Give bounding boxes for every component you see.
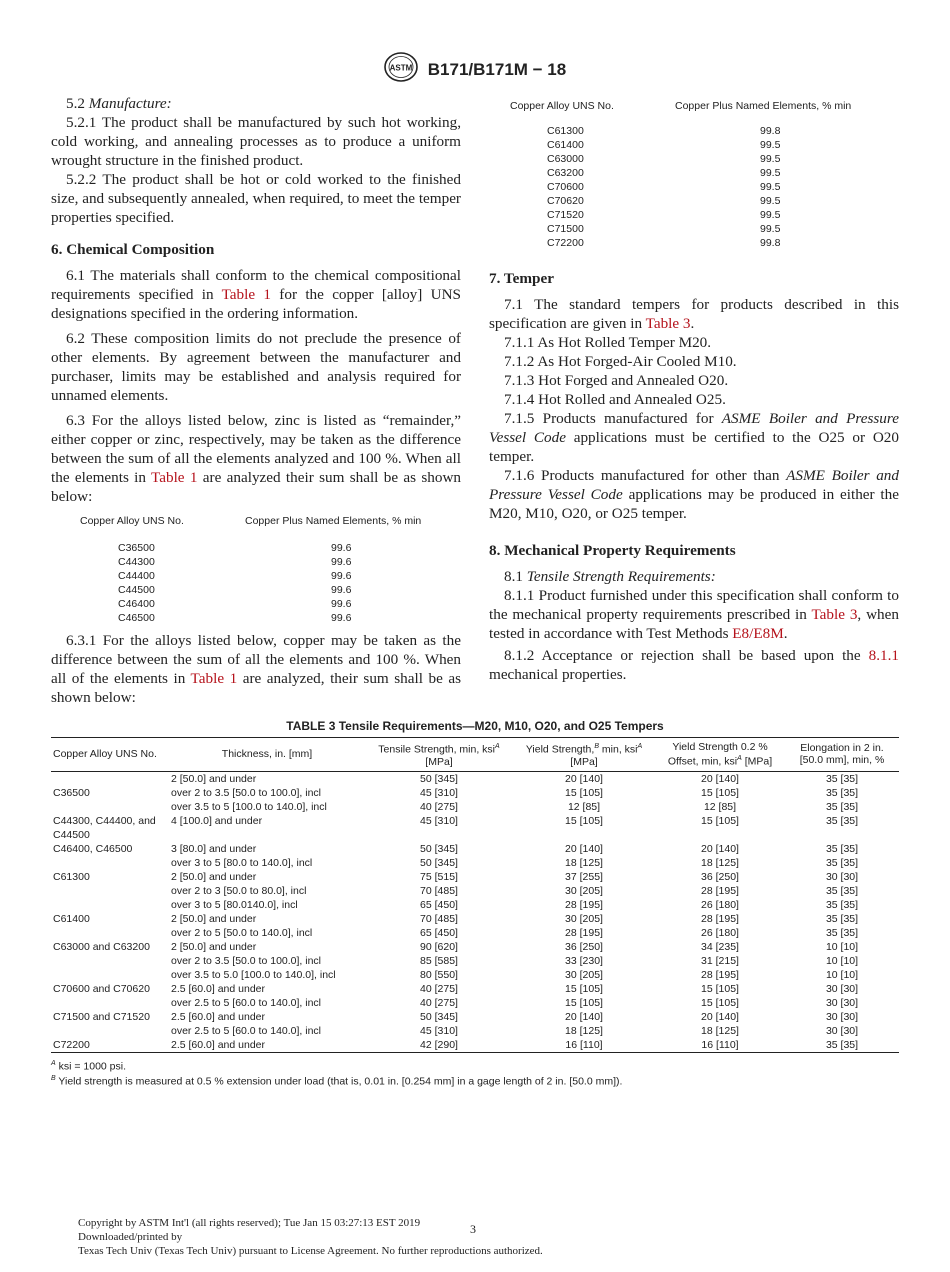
cell-alloy <box>51 1024 169 1038</box>
table-row <box>51 898 899 912</box>
section-8-1-2: 8.1.2 Acceptance or rejection shall be based upon the 8.1.1 mechanical properties. <box>489 647 899 683</box>
cell-elong: 35 [35] <box>825 884 859 897</box>
composition-value: 99.5 <box>760 153 781 165</box>
composition-value: 99.6 <box>331 556 352 568</box>
cell-yield: 18 [125] <box>565 1024 603 1037</box>
cell-elong: 10 [10] <box>825 940 859 953</box>
th-tensile: Tensile Strength, min, ksi$^A$ [MPa] <box>365 738 513 772</box>
cell-tensile: 75 [515] <box>420 870 458 883</box>
section-7-1-1: 7.1.1 As Hot Rolled Temper M20. <box>504 334 712 351</box>
composition-alloy: C61400 <box>547 139 584 151</box>
cell-yield: 37 [255] <box>565 870 603 883</box>
cell-yield: 15 [105] <box>565 786 603 799</box>
cell-alloy <box>51 884 169 898</box>
cell-thickness: over 3 to 5 [80.0140.0], incl <box>171 898 298 911</box>
cell-tensile: 50 [345] <box>420 856 458 869</box>
cell-yield02: 16 [110] <box>655 1038 785 1053</box>
composition-value: 99.6 <box>331 598 352 610</box>
table-row <box>51 800 899 814</box>
copper-sum-table <box>489 94 899 250</box>
composition-alloy: C44500 <box>118 584 155 596</box>
cell-yield: 30 [205] <box>565 884 603 897</box>
cell-tensile: 85 [585] <box>420 954 458 967</box>
heading-chemical-composition: 6. Chemical Composition <box>51 241 215 258</box>
composition-value: 99.5 <box>760 167 781 179</box>
th-yield: Yield Strength,$^B$ min, ksi$^A$ [MPa] <box>513 738 655 772</box>
cell-tensile: 50 [345] <box>420 772 458 785</box>
cell-yield02: 28 [195] <box>701 884 739 897</box>
link-table-3[interactable]: Table 3 <box>645 315 691 332</box>
cell-yield: 33 [230] <box>565 954 603 967</box>
composition-alloy: C44300 <box>118 556 155 568</box>
zinc-table-header-alloy: Copper Alloy UNS No. <box>80 515 184 527</box>
cell-thickness: 2.5 [60.0] and under <box>169 1038 365 1053</box>
copper-table-header-value: Copper Plus Named Elements, % min <box>675 100 852 112</box>
table-3 <box>51 737 899 1053</box>
table-3-title: TABLE 3 Tensile Requirements—M20, M10, O20, and O25 Tempers <box>286 719 664 733</box>
cell-yield: 28 [195] <box>565 898 603 911</box>
footer-line-2: Downloaded/printed by <box>78 1231 183 1243</box>
composition-value: 99.6 <box>331 584 352 596</box>
composition-row <box>489 194 780 208</box>
composition-row <box>489 236 780 250</box>
composition-row <box>51 583 351 597</box>
cell-alloy <box>51 996 169 1010</box>
copper-table-header-alloy: Copper Alloy UNS No. <box>510 100 614 112</box>
cell-yield: 15 [105] <box>565 996 603 1009</box>
cell-thickness: over 2 to 3.5 [50.0 to 100.0], incl <box>171 786 322 799</box>
cell-yield: 15 [105] <box>565 982 603 995</box>
page-header <box>0 52 950 87</box>
cell-tensile: 45 [310] <box>420 1024 458 1037</box>
composition-row <box>51 555 351 569</box>
table-row <box>51 926 899 940</box>
table-row <box>51 996 899 1010</box>
heading-temper: 7. Temper <box>489 270 554 287</box>
composition-value: 99.8 <box>760 237 781 249</box>
composition-alloy: C63000 <box>547 153 584 165</box>
cell-thickness: 4 [100.0] and under <box>171 814 263 827</box>
link-table-3[interactable]: Table 3 <box>811 606 858 623</box>
composition-value: 99.6 <box>331 570 352 582</box>
composition-row <box>489 152 780 166</box>
cell-yield02: 26 [180] <box>701 926 739 939</box>
th-alloy: Copper Alloy UNS No. <box>51 738 169 772</box>
section-6-3-1: 6.3.1 For the alloys listed below, copper may be taken as the difference between the sum of all the elements and 100 %. When all of the elements in Table 1 are analyzed, their sum shall be as shown below: <box>51 632 462 706</box>
cell-tensile: 45 [310] <box>420 786 458 799</box>
table-row <box>51 1038 899 1053</box>
cell-yield: 30 [205] <box>565 912 603 925</box>
cell-yield02: 28 [195] <box>701 968 739 981</box>
cell-tensile: 40 [275] <box>420 800 458 813</box>
cell-alloy: C72200 <box>51 1038 169 1053</box>
cell-yield: 16 [110] <box>513 1038 655 1053</box>
composition-row <box>51 611 351 625</box>
cell-thickness: over 3 to 5 [80.0 to 140.0], incl <box>171 856 313 869</box>
cell-alloy: C61300 <box>53 870 90 883</box>
cell-elong: 35 [35] <box>825 786 859 799</box>
cell-thickness: over 3.5 to 5.0 [100.0 to 140.0], incl <box>171 968 336 981</box>
cell-elong: 35 [35] <box>825 800 859 813</box>
link-e8-e8m[interactable]: E8/E8M <box>732 625 784 642</box>
cell-yield: 18 [125] <box>565 856 603 869</box>
cell-yield02: 20 [140] <box>701 842 739 855</box>
section-5-2-1: 5.2.1 The product shall be manufactured by such hot working, cold working, and annealing processes as to produce a uniform wrought structure in the finished product. <box>51 114 461 169</box>
composition-alloy: C63200 <box>547 167 584 179</box>
cell-elong: 35 [35] <box>825 912 859 925</box>
table-row <box>51 954 899 968</box>
link-8-1-1[interactable]: 8.1.1 <box>868 647 899 664</box>
cell-yield: 20 [140] <box>565 842 603 855</box>
cell-yield02: 34 [235] <box>701 940 739 953</box>
cell-elong: 35 [35] <box>785 1038 899 1053</box>
cell-elong: 30 [30] <box>825 1010 859 1023</box>
left-column <box>51 94 461 707</box>
composition-row <box>489 166 780 180</box>
table-row <box>51 842 899 856</box>
cell-yield02: 18 [125] <box>701 856 739 869</box>
cell-thickness: 3 [80.0] and under <box>171 842 257 855</box>
composition-row <box>489 138 780 152</box>
cell-yield02: 28 [195] <box>701 912 739 925</box>
cell-yield: 30 [205] <box>565 968 603 981</box>
cell-elong: 35 [35] <box>825 842 859 855</box>
link-table-1[interactable]: Table 1 <box>151 469 198 486</box>
cell-thickness: 2 [50.0] and under <box>171 772 257 785</box>
composition-alloy: C71520 <box>547 209 584 221</box>
section-8-1: 8.1 Tensile Strength Requirements: <box>504 568 716 585</box>
zinc-table-body <box>51 541 351 625</box>
cell-yield: 20 [140] <box>565 1010 603 1023</box>
composition-row <box>51 597 351 611</box>
cell-tensile: 42 [290] <box>365 1038 513 1053</box>
section-7-1-5: 7.1.5 Products manufactured for ASME Boiler and Pressure Vessel Code applications must be certified to the O25 or O20 temper. <box>489 410 899 465</box>
cell-elong: 30 [30] <box>825 870 859 883</box>
section-5-2-2: 5.2.2 The product shall be hot or cold worked to the finished size, and subsequently annealed, when required, to meet the temper properties specified. <box>51 171 461 226</box>
composition-row <box>489 222 780 236</box>
table-row <box>51 968 899 982</box>
cell-alloy: C63000 and C63200 <box>53 940 150 953</box>
table-3-footnote-b: $^B$ Yield strength is measured at 0.5 % extension under load (that is, 0.01 in. [0.254 mm] in a gage length of 2 in. [50.0 mm]). <box>51 1075 623 1088</box>
cell-tensile: 90 [620] <box>420 940 458 953</box>
composition-value: 99.5 <box>760 195 781 207</box>
cell-yield02: 15 [105] <box>701 786 739 799</box>
cell-yield: 20 [140] <box>565 772 603 785</box>
table-row <box>51 771 899 786</box>
footer-line-1: Copyright by ASTM Int'l (all rights reserved); Tue Jan 15 03:27:13 EST 2019 <box>78 1217 421 1229</box>
composition-alloy: C61300 <box>547 125 584 137</box>
section-5-2: 5.2 Manufacture: <box>66 95 172 112</box>
copper-table-body <box>489 124 780 250</box>
cell-elong: 30 [30] <box>825 996 859 1009</box>
astm-logo-icon <box>384 52 418 87</box>
cell-yield02: 36 [250] <box>701 870 739 883</box>
composition-alloy: C46500 <box>118 612 155 624</box>
composition-value: 99.6 <box>331 612 352 624</box>
cell-elong: 30 [30] <box>825 982 859 995</box>
composition-alloy: C44400 <box>118 570 155 582</box>
cell-elong: 35 [35] <box>825 856 859 869</box>
cell-thickness: over 2 to 3 [50.0 to 80.0], incl <box>171 884 307 897</box>
cell-alloy: C71500 and C71520 <box>53 1010 150 1023</box>
composition-value: 99.5 <box>760 181 781 193</box>
heading-mechanical-property: 8. Mechanical Property Requirements <box>489 542 736 559</box>
cell-yield02: 15 [105] <box>701 982 739 995</box>
composition-value: 99.6 <box>331 542 352 554</box>
cell-tensile: 50 [345] <box>420 1010 458 1023</box>
table-3-header-row <box>51 738 899 772</box>
cell-elong: 35 [35] <box>825 898 859 911</box>
cell-alloy: C44300, C44400, and C44500 <box>53 814 156 841</box>
th-yield-02: Yield Strength 0.2 % Offset, min, ksi$^A$ [MPa] <box>655 738 785 772</box>
zinc-table-header-value: Copper Plus Named Elements, % min <box>245 515 422 527</box>
composition-alloy: C36500 <box>118 542 155 554</box>
cell-yield02: 12 [85] <box>703 800 737 813</box>
composition-alloy: C70620 <box>547 195 584 207</box>
logo-text: ASTM <box>389 63 413 73</box>
cell-alloy <box>51 898 169 912</box>
cell-alloy: C61400 <box>53 912 90 925</box>
table-3-footnote-a: $^A$ ksi = 1000 psi. <box>51 1060 127 1073</box>
cell-tensile: 40 [275] <box>420 996 458 1009</box>
cell-thickness: 2 [50.0] and under <box>171 912 257 925</box>
section-7-1-4: 7.1.4 Hot Rolled and Annealed O25. <box>504 391 726 408</box>
cell-alloy: C70600 and C70620 <box>53 982 150 995</box>
cell-yield: 15 [105] <box>565 814 603 827</box>
table-row <box>51 786 899 800</box>
th-elongation: Elongation in 2 in. [50.0 mm], min, % <box>785 738 899 772</box>
table-row <box>51 856 899 870</box>
composition-value: 99.5 <box>760 223 781 235</box>
th-thickness: Thickness, in. [mm] <box>169 738 365 772</box>
cell-elong: 30 [30] <box>825 1024 859 1037</box>
cell-yield02: 31 [215] <box>701 954 739 967</box>
cell-alloy <box>51 968 169 982</box>
section-6-3: 6.3 For the alloys listed below, zinc is listed as “remainder,” either copper or zinc, respectively, may be taken as the difference between the sum of all the elements analyzed and 100 %. When all the elements in Table 1 are analyzed their sum shall be as shown below: <box>51 412 462 505</box>
table-row <box>51 1024 899 1038</box>
cell-tensile: 65 [450] <box>420 898 458 911</box>
section-7-1-2: 7.1.2 As Hot Forged-Air Cooled M10. <box>504 353 737 370</box>
cell-alloy <box>51 856 169 870</box>
table-row <box>51 870 899 884</box>
cell-thickness: 2 [50.0] and under <box>171 870 257 883</box>
table-row <box>51 814 899 842</box>
composition-alloy: C70600 <box>547 181 584 193</box>
cell-tensile: 70 [485] <box>420 912 458 925</box>
right-column <box>489 94 899 684</box>
cell-alloy: C46400, C46500 <box>53 842 133 855</box>
cell-thickness: over 2.5 to 5 [60.0 to 140.0], incl <box>171 1024 322 1037</box>
section-7-1-3: 7.1.3 Hot Forged and Annealed O20. <box>504 372 729 389</box>
composition-row <box>51 569 351 583</box>
composition-value: 99.5 <box>760 209 781 221</box>
page-number: 3 <box>470 1222 476 1236</box>
table-row <box>51 940 899 954</box>
cell-thickness: 2.5 [60.0] and under <box>171 982 265 995</box>
section-7-1-6: 7.1.6 Products manufactured for other than ASME Boiler and Pressure Vessel Code applications may be produced in either the M20, M10, O20, or O25 temper. <box>489 467 899 522</box>
composition-row <box>489 124 780 138</box>
table-row <box>51 1010 899 1024</box>
table-row <box>51 982 899 996</box>
cell-elong: 35 [35] <box>825 814 859 827</box>
cell-yield: 36 [250] <box>565 940 603 953</box>
table-3-body <box>51 771 899 1052</box>
cell-tensile: 45 [310] <box>420 814 458 827</box>
cell-yield02: 18 [125] <box>701 1024 739 1037</box>
composition-row <box>489 208 780 222</box>
cell-yield02: 20 [140] <box>701 772 739 785</box>
cell-alloy <box>51 771 169 786</box>
cell-yield02: 26 [180] <box>701 898 739 911</box>
cell-thickness: 2.5 [60.0] and under <box>171 1010 265 1023</box>
cell-tensile: 70 [485] <box>420 884 458 897</box>
cell-tensile: 50 [345] <box>420 842 458 855</box>
composition-value: 99.8 <box>760 125 781 137</box>
section-8-1-1: 8.1.1 Product furnished under this specification shall conform to the mechanical property requirements prescribed in Table 3, when tested in accordance with Test Methods E8/E8M. <box>489 587 899 642</box>
composition-alloy: C46400 <box>118 598 155 610</box>
cell-elong: 10 [10] <box>825 954 859 967</box>
composition-alloy: C72200 <box>547 237 584 249</box>
cell-alloy <box>51 954 169 968</box>
composition-value: 99.5 <box>760 139 781 151</box>
cell-thickness: over 2 to 3.5 [50.0 to 100.0], incl <box>171 954 322 967</box>
cell-thickness: 2 [50.0] and under <box>171 940 257 953</box>
link-table-1[interactable]: Table 1 <box>221 286 271 303</box>
cell-yield02: 20 [140] <box>701 1010 739 1023</box>
cell-alloy <box>51 800 169 814</box>
cell-elong: 35 [35] <box>825 926 859 939</box>
link-table-1[interactable]: Table 1 <box>190 670 238 687</box>
cell-tensile: 65 [450] <box>420 926 458 939</box>
cell-thickness: over 3.5 to 5 [100.0 to 140.0], incl <box>171 800 327 813</box>
composition-row <box>51 541 351 555</box>
cell-yield: 28 [195] <box>565 926 603 939</box>
composition-row <box>489 180 780 194</box>
cell-elong: 10 [10] <box>825 968 859 981</box>
cell-yield: 12 [85] <box>567 800 601 813</box>
cell-thickness: over 2 to 5 [50.0 to 140.0], incl <box>171 926 313 939</box>
section-6-2: 6.2 These composition limits do not preclude the presence of other elements. By agreement between the manufacturer and purchaser, limits may be established and analysis required for unnamed elements. <box>51 330 461 404</box>
cell-yield02: 15 [105] <box>701 814 739 827</box>
section-6-1: 6.1 The materials shall conform to the chemical compositional requirements specified in Table 1 for the copper [alloy] UNS designations specified in the ordering information. <box>51 267 462 322</box>
cell-tensile: 40 [275] <box>420 982 458 995</box>
footer-line-3: Texas Tech Univ (Texas Tech Univ) pursuant to License Agreement. No further reproductions authorized. <box>78 1245 543 1257</box>
composition-alloy: C71500 <box>547 223 584 235</box>
cell-yield02: 15 [105] <box>701 996 739 1009</box>
cell-thickness: over 2.5 to 5 [60.0 to 140.0], incl <box>171 996 322 1009</box>
cell-elong: 35 [35] <box>825 772 859 785</box>
table-row <box>51 884 899 898</box>
zinc-remainder-table <box>51 514 461 625</box>
table-row <box>51 912 899 926</box>
document-designation: B171/B171M − 18 <box>427 59 567 79</box>
cell-alloy: C36500 <box>53 786 90 799</box>
cell-tensile: 80 [550] <box>420 968 458 981</box>
section-7-1: 7.1 The standard tempers for products described in this specification are given in Table 3. <box>489 296 899 332</box>
cell-alloy <box>51 926 169 940</box>
